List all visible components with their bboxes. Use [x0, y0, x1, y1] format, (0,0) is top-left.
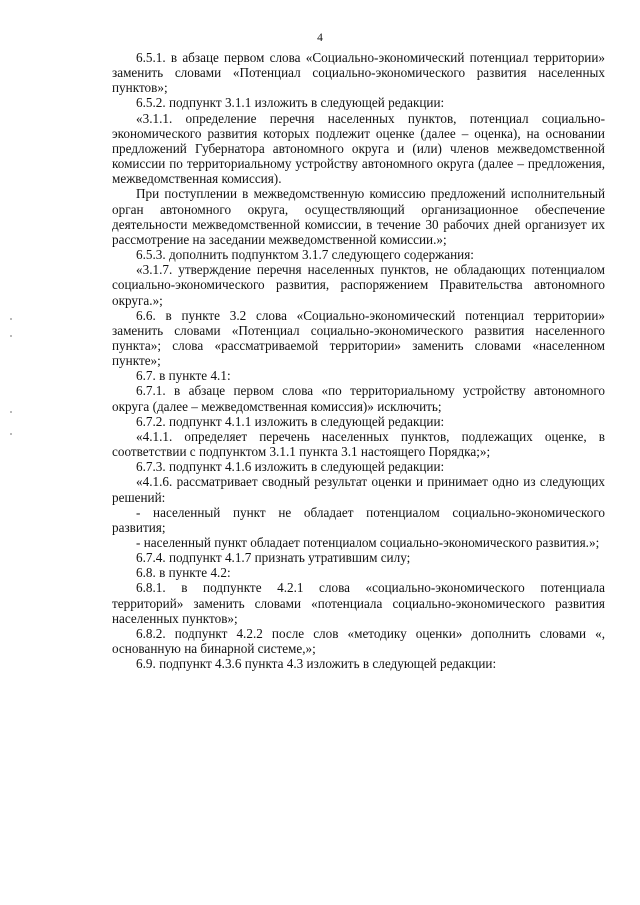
paragraph-quote-4-1-6: «4.1.6. рассматривает сводный результат оценки и принимает одно из следующих решений: [112, 474, 605, 505]
paragraph-6-8-2: 6.8.2. подпункт 4.2.2 после слов «методику оценки» дополнить словами «, основанную на бинарной системе,»; [112, 625, 605, 657]
paragraph-quote-3-1-1: «3.1.1. определение перечня населенных пунктов, потенциал социально-экономического развития которых подлежит оценке (далее – оценка), на основании предложений Губернатора автономного округа и (или) членов межведомственной комиссии по территориальному устройству автономного округа (далее – предложения, межведомственная комиссия). [112, 110, 605, 187]
paragraph-6-7-1: 6.7.1. в абзаце первом слова «по территориальному устройству автономного округа (далее – межведомственная комиссия)» исключить; [112, 383, 605, 414]
paragraph-6-8: 6.8. в пункте 4.2: [136, 565, 231, 581]
scan-margin-dot [10, 411, 12, 413]
paragraph-6-5-3: 6.5.3. дополнить подпунктом 3.1.7 следующего содержания: [136, 247, 474, 263]
list-item-has-potential: - населенный пункт обладает потенциалом социально-экономического развития.»; [136, 535, 600, 550]
scan-margin-dot [10, 335, 12, 337]
paragraph-6-5-1: 6.5.1. в абзаце первом слова «Социально-экономический потенциал территории» заменить словами «Потенциал социально-экономического развития населенных пунктов»; [112, 50, 605, 96]
paragraph-quote-3-1-7: «3.1.7. утверждение перечня населенных пунктов, не обладающих потенциалом социально-экономического развития, распоряжением Правительства автономного округа.»; [112, 262, 605, 308]
scan-margin-dot [10, 433, 12, 435]
paragraph-6-5-2: 6.5.2. подпункт 3.1.1 изложить в следующей редакции: [136, 95, 445, 111]
paragraph-commission-proposals: При поступлении в межведомственную комиссию предложений исполнительный орган автономного округа, осуществляющий организационное обеспечение деятельности межведомственной комиссии, в течение 30 рабочих дней организует их рассмотрение на заседании межведомственной комиссии.»; [112, 186, 605, 247]
paragraph-6-7: 6.7. в пункте 4.1: [136, 368, 231, 384]
scan-margin-dot [10, 318, 12, 320]
document-body [112, 50, 605, 671]
paragraph-6-8-1: 6.8.1. в подпункте 4.2.1 слова «социально-экономического потенциала территорий» заменить словами «потенциала социально-экономического развития населенных пунктов»; [112, 580, 605, 626]
paragraph-6-7-4: 6.7.4. подпункт 4.1.7 признать утратившим силу; [136, 550, 411, 566]
page-number: 4 [317, 32, 323, 44]
paragraph-6-9: 6.9. подпункт 4.3.6 пункта 4.3 изложить в следующей редакции: [136, 656, 497, 672]
list-item-no-potential: - населенный пункт не обладает потенциалом социально-экономического развития; [112, 504, 605, 535]
paragraph-quote-4-1-1: «4.1.1. определяет перечень населенных пунктов, подлежащих оценке, в соответствии с подпунктом 3.1.1 пункта 3.1 настоящего Порядка;»; [112, 428, 605, 460]
paragraph-6-6: 6.6. в пункте 3.2 слова «Социально-экономический потенциал территории» заменить словами «Потенциал социально-экономического развития населенного пункта»; слова «рассматриваемой территории» заменить словами «населенном пункте»; [112, 307, 605, 369]
paragraph-6-7-2: 6.7.2. подпункт 4.1.1 изложить в следующей редакции: [136, 413, 445, 429]
paragraph-6-7-3: 6.7.3. подпункт 4.1.6 изложить в следующей редакции: [136, 459, 445, 475]
